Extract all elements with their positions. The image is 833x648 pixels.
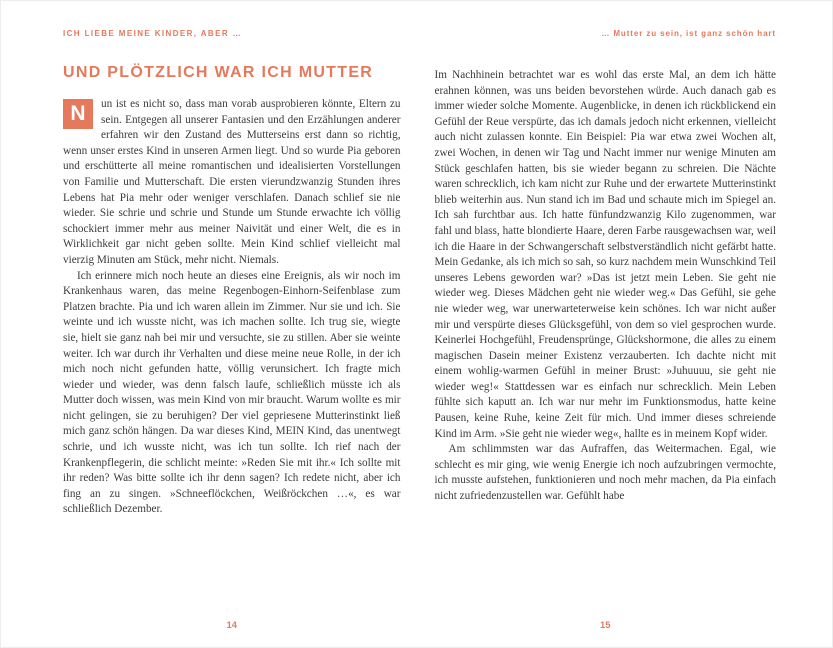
drop-cap: N xyxy=(63,99,93,129)
chapter-title: UND PLÖTZLICH WAR ICH MUTTER xyxy=(63,64,374,81)
paragraph: Im Nachhinein betrachtet war es wohl das erste Mal, an dem ich hätte erahnen können, was uns beiden bevorstehen würde. Auch danach gab es immer wieder solche Momente. Augenblicke, in denen ich rückblickend ein Gefühl der Reue verspürte, das ich damals jedoch nicht erkennen, vielleicht auch nicht zulassen konnte. Ein Beispiel: Pia war etwa zwei Wochen alt, zwei Wochen, in denen wir Tag und Nacht immer nur wenige Minuten am Stück geschlafen hatten, bis sie wieder begann zu schreien. Die Nächte waren schrecklich, ich kam nicht zur Ruhe und der erwartete Mutterinstinkt blieb weiterhin aus. Nun stand ich im Bad und schaute mich im Spiegel an. Ich sah furchtbar aus. Ich hatte fünfundzwanzig Kilo zugenommen, war fahl und blass, hatte blondierte Haare, deren Farbe rausgewachsen war, weil ich die Haare in der Schwangerschaft selbstverständlich nicht gefärbt hatte. Mein Gedanke, als ich mich so sah, so kurz nachdem mein Wunschkind Teil unseres Lebens geworden war? »Das ist jetzt mein Leben. Sie geht nie wieder weg. Dieses Mädchen geht nie wieder weg.« Das Gefühl, sie gehe nie wieder weg, war unerwarteterweise kein schönes. Ich war nicht außer mir und verspürte dieses Glücksgefühl, von dem so viel gesprochen wurde. Keinerlei Hochgefühl, Freudensprünge, Glückshormone, die alles zu einem magischen Dasein meiner Existenz verzauberten. Ich dachte nicht mit einem wohlig-warmen Gefühl in meiner Brust: »Juhuuuu, sie geht nie wieder weg!« Stattdessen war es einfach nur schrecklich. Mein Leben fühlte sich kaputt an. Ich war nur mehr im Funktionsmodus, hatte keine Pausen, keine Ruhe, keine Zeit für mich. Und immer dieses schreiende Kind im Arm. »Sie geht nie wieder weg«, hallte es in meinem Kopf wider. xyxy=(434,69,776,440)
body-text-left xyxy=(63,97,401,518)
running-header-left: ICH LIEBE MEINE KINDER, ABER … xyxy=(63,29,243,38)
page-number-left: 14 xyxy=(226,620,238,631)
paragraph: Ich erinnere mich noch heute an dieses eine Ereignis, als wir noch im Krankenhaus waren, das meine Regenbogen-Einhorn-Seifenblase zum Platzen brachte. Pia und ich waren allein im Zimmer. Nur sie und ich. Sie weinte und ich wusste nicht, was ich machen sollte. Ich trug sie, wiegte sie, hielt sie ganz nah bei mir und versuchte, sie zu stillen. Aber sie weinte weiter. Ich war durch ihr Verhalten und diese meine neue Rolle, in der ich mich noch nicht gefunden hatte, völlig verunsichert. Ich fragte mich wieder und wieder, was denn falsch laufe, schließlich müsste ich als Mutter doch wissen, was mein Kind von mir braucht. Warum wollte es mir nicht gelingen, sie zu beruhigen? Der viel gepriesene Mutterinstinkt ließ mich ganz schön hängen. Da war dieses Kind, MEIN Kind, das unentwegt schrie, und ich wusste nicht, was ich tun sollte. Ich rief nach der Krankenpflegerin, die schlicht meinte: »Reden Sie mit ihr.« Ich sollte mit ihr reden? Was bitte sollte ich ihr denn sagen? Ich redete nicht, aber ich fing an zu singen. »Schneeflöckchen, Weißröckchen …«, es war schließlich Dezember. xyxy=(63,269,401,516)
paragraph: Am schlimmsten war das Aufraffen, das Weitermachen. Egal, wie schlecht es mir ging, wie wenig Energie ich noch aufzubringen vermochte, ich musste aufstehen, funktionieren und noch mehr machen, da Pia einfach nicht zufriedenzustellen war. Gefühlt habe xyxy=(434,443,776,503)
paragraph-text: un ist es nicht so, dass man vorab ausprobieren könnte, Eltern zu sein. Entgegen all unserer Fantasien und den Erzählungen anderer erfahren wir den Zustand des Mutterseins erst dann so richtig, wenn unser erstes Kind in unseren Armen liegt. Und so wurde Pia geboren und erschütterte all meine romantischen und idealisierten Vorstellungen von Familie und Mutterschaft. Die ersten vierundzwanzig Stunden ihres Lebens hat Pia mehr oder weniger verschlafen. Danach schlief sie nie wieder. Sie schrie und schrie und Stunde um Stunde erwachte ich völlig schockiert immer mehr aus meiner Naivität und einer Welt, die es in Wirklichkeit gar nicht geben sollte. Mein Kind schlief vielleicht mal vierzig Minuten am Stück, mehr nicht. Niemals. xyxy=(63,98,401,266)
left-page xyxy=(1,1,417,647)
page-number-right: 15 xyxy=(599,620,611,631)
right-page xyxy=(417,1,833,647)
body-text-right xyxy=(435,68,777,505)
paragraph xyxy=(63,97,401,269)
running-header-right: … Mutter zu sein, ist ganz schön hart xyxy=(601,29,776,38)
